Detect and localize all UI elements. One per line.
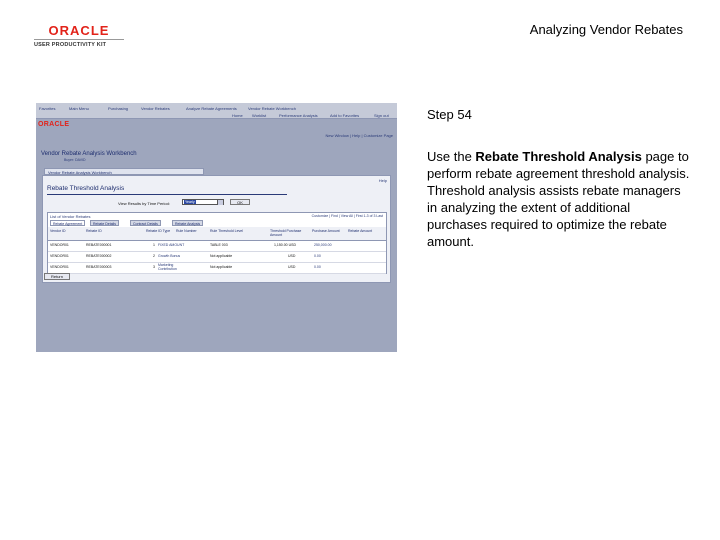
table-cell: Not applicable bbox=[210, 254, 233, 258]
oracle-upk-logo bbox=[34, 24, 124, 49]
help-link[interactable]: Help bbox=[352, 133, 361, 138]
time-period-select[interactable] bbox=[182, 199, 224, 205]
table-cell: REBATE000002 bbox=[86, 254, 112, 258]
table-cell: VENDOR01 bbox=[50, 265, 69, 269]
column-header: Rule Number bbox=[176, 229, 197, 233]
ok-button[interactable]: OK bbox=[230, 199, 250, 205]
column-header: Purchase Amount bbox=[312, 229, 340, 233]
column-header: Rule Threshold Level bbox=[210, 229, 244, 233]
tab-contract-details[interactable]: Contract Details bbox=[130, 220, 161, 226]
top-link[interactable]: Add to Favorites bbox=[330, 113, 360, 118]
view-results-label: View Results by Time Period: bbox=[118, 201, 170, 206]
menu-item[interactable]: Purchasing bbox=[108, 106, 129, 111]
customize-page-link[interactable]: Customize Page bbox=[363, 133, 393, 138]
panel-title: Rebate Threshold Analysis bbox=[47, 185, 125, 192]
top-link[interactable]: Home bbox=[232, 113, 243, 118]
table-cell: 2 bbox=[153, 254, 155, 258]
top-link[interactable]: Performance Analysis bbox=[279, 113, 318, 118]
application-screenshot bbox=[36, 103, 397, 352]
menu-item[interactable]: Analyze Rebate Agreements bbox=[186, 106, 237, 111]
table-cell: USD bbox=[288, 254, 296, 258]
column-header: Rebate Amount bbox=[348, 229, 373, 233]
top-link[interactable]: Sign out bbox=[374, 113, 389, 118]
table-cell: REBATE000003 bbox=[86, 265, 112, 269]
menu-item[interactable]: Vendor Rebates bbox=[141, 106, 170, 111]
portal-menubar bbox=[36, 103, 397, 119]
document-title: Analyzing Vendor Rebates bbox=[529, 22, 683, 37]
column-header: Rebate ID Type bbox=[146, 229, 171, 233]
table-cell[interactable]: FIXED AMOUNT bbox=[158, 243, 185, 247]
workbench-user: Buyer: DAVID bbox=[64, 158, 86, 162]
step-number: Step 54 bbox=[427, 107, 472, 122]
rebate-grid bbox=[47, 212, 387, 274]
workbench-title: Vendor Rebate Analysis Workbench bbox=[41, 151, 137, 157]
column-header: Threshold Purchase Amount bbox=[270, 229, 302, 237]
tab-rebate-details[interactable]: Rebate Details bbox=[90, 220, 119, 226]
help-link[interactable]: Help bbox=[378, 178, 387, 183]
top-link[interactable]: Worklist bbox=[252, 113, 267, 118]
table-cell[interactable]: Marketing Contribution bbox=[158, 263, 177, 271]
menu-item[interactable]: Favorites bbox=[39, 106, 56, 111]
app-brand: ORACLE bbox=[38, 121, 70, 128]
table-cell[interactable]: Growth Bonus bbox=[158, 254, 181, 258]
menu-item[interactable]: Main Menu bbox=[69, 106, 89, 111]
menu-item[interactable]: Vendor Rebate Workbench bbox=[248, 106, 296, 111]
table-row[interactable] bbox=[48, 262, 386, 274]
title-underline bbox=[47, 194, 287, 195]
table-cell[interactable]: 250,000.00 bbox=[314, 243, 332, 247]
step-text-intro: Use the bbox=[427, 149, 476, 164]
grid-title: List of Vendor Rebates bbox=[50, 214, 91, 219]
grid-navigation[interactable]: Customize | Find | View All | First 1-3 of 3 Last bbox=[311, 214, 383, 218]
step-text-body: page to perform rebate agreement threshold analysis. Threshold analysis assists rebate managers in analyzing the extent of additional purchases required to optimize the rebate amount. bbox=[427, 149, 690, 249]
table-cell: REBATE000001 bbox=[86, 243, 112, 247]
table-cell: VENDOR01 bbox=[50, 254, 69, 258]
tab-rebate-analysis[interactable]: Rebate Analysis bbox=[172, 220, 203, 226]
logo-subtitle: USER PRODUCTIVITY KIT bbox=[34, 42, 107, 48]
breadcrumb[interactable]: Vendor Rebate Analysis Workbench bbox=[44, 168, 204, 175]
column-header: Rebate ID bbox=[86, 229, 102, 233]
chevron-down-icon[interactable] bbox=[217, 200, 223, 205]
tab-rebate-agreement[interactable]: Rebate Agreement bbox=[50, 220, 85, 226]
new-window-link[interactable]: New Window bbox=[325, 133, 349, 138]
table-cell: 1 bbox=[153, 243, 155, 247]
grid-header-row bbox=[48, 227, 386, 241]
table-cell: 3 bbox=[153, 265, 155, 269]
table-cell: 1,150.00 USD bbox=[274, 243, 296, 247]
column-header: Vendor ID bbox=[50, 229, 66, 233]
table-cell: VENDOR01 bbox=[50, 243, 69, 247]
oracle-wordmark: ORACLE bbox=[48, 23, 110, 38]
step-instructions bbox=[427, 148, 692, 250]
table-cell: TABLE 003 bbox=[210, 243, 228, 247]
page-links: New Window | Help | Customize Page bbox=[325, 133, 393, 138]
table-cell: USD bbox=[288, 265, 296, 269]
table-cell[interactable]: 0.00 bbox=[314, 254, 321, 258]
time-period-value: Yearly bbox=[185, 200, 195, 204]
step-text-emphasis: Rebate Threshold Analysis bbox=[475, 149, 642, 164]
return-button[interactable]: Return bbox=[44, 273, 70, 280]
rebate-threshold-panel bbox=[42, 175, 391, 283]
table-cell[interactable]: 0.00 bbox=[314, 265, 321, 269]
logo-divider bbox=[34, 39, 124, 40]
table-cell: Not applicable bbox=[210, 265, 233, 269]
